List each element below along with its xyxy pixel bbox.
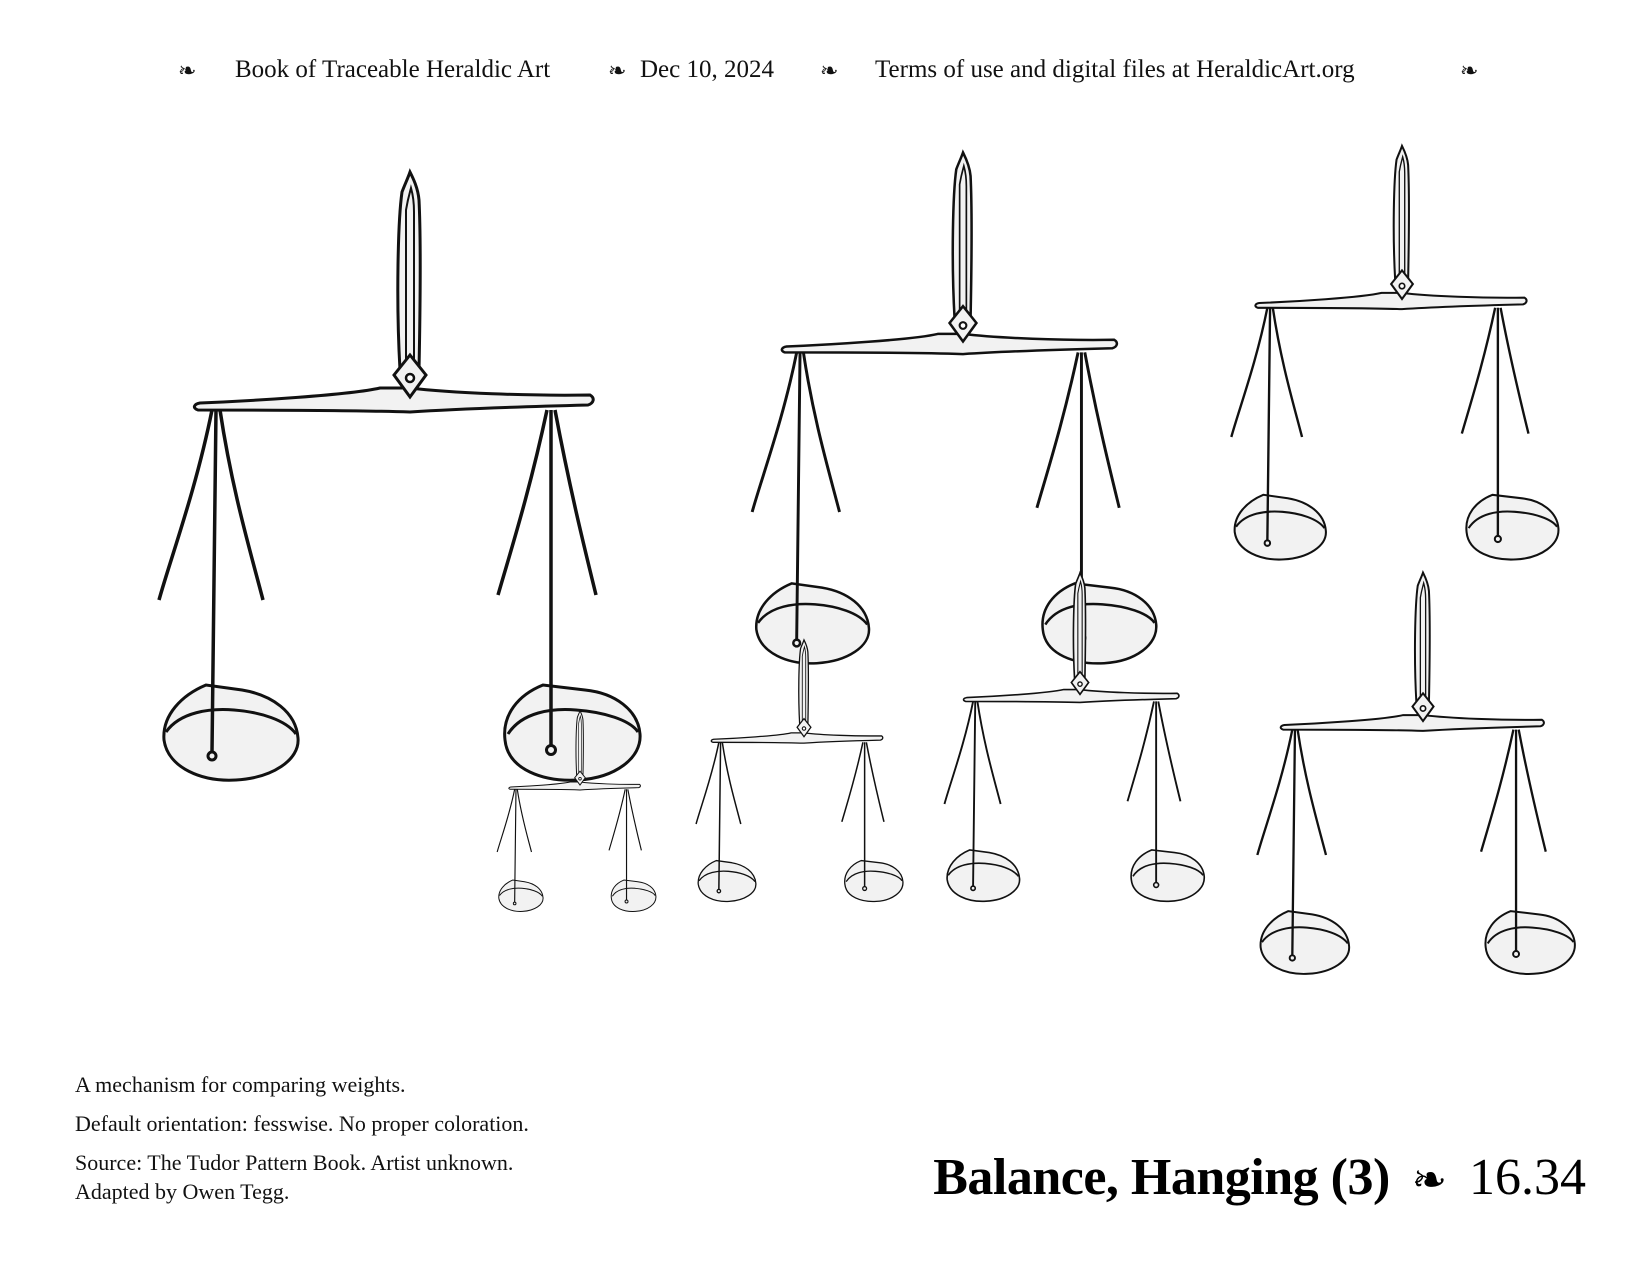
header-ornament-2: ❧ bbox=[608, 58, 627, 83]
balance-small-2 bbox=[944, 573, 1204, 901]
header-book-title: Book of Traceable Heraldic Art bbox=[235, 56, 551, 83]
header-date: Dec 10, 2024 bbox=[640, 56, 774, 83]
balance-medium-2 bbox=[1231, 146, 1558, 560]
balance-medium-1 bbox=[752, 152, 1156, 663]
balance-small bbox=[696, 640, 903, 902]
balance-medium-3 bbox=[1257, 573, 1575, 974]
title-block bbox=[933, 1148, 1586, 1218]
charge-number: 16.34 bbox=[1469, 1149, 1586, 1206]
orientation-text: Default orientation: fesswise. No proper coloration. bbox=[75, 1111, 529, 1136]
header-ornament-4: ❧ bbox=[1460, 58, 1479, 83]
header-ornament-1: ❧ bbox=[178, 58, 197, 83]
source-text: Source: The Tudor Pattern Book. Artist unknown. bbox=[75, 1150, 514, 1175]
description-text: A mechanism for comparing weights. bbox=[75, 1072, 406, 1097]
charge-title: Balance, Hanging (3) bbox=[933, 1149, 1390, 1206]
adapted-by-text: Adapted by Owen Tegg. bbox=[75, 1179, 290, 1204]
balance-large bbox=[159, 172, 640, 780]
header-ornament-3: ❧ bbox=[820, 58, 839, 83]
header-terms: Terms of use and digital files at HeraldicArt.org bbox=[875, 56, 1355, 83]
title-ornament: ❧ bbox=[1411, 1158, 1447, 1204]
notes-block bbox=[75, 1070, 775, 1206]
